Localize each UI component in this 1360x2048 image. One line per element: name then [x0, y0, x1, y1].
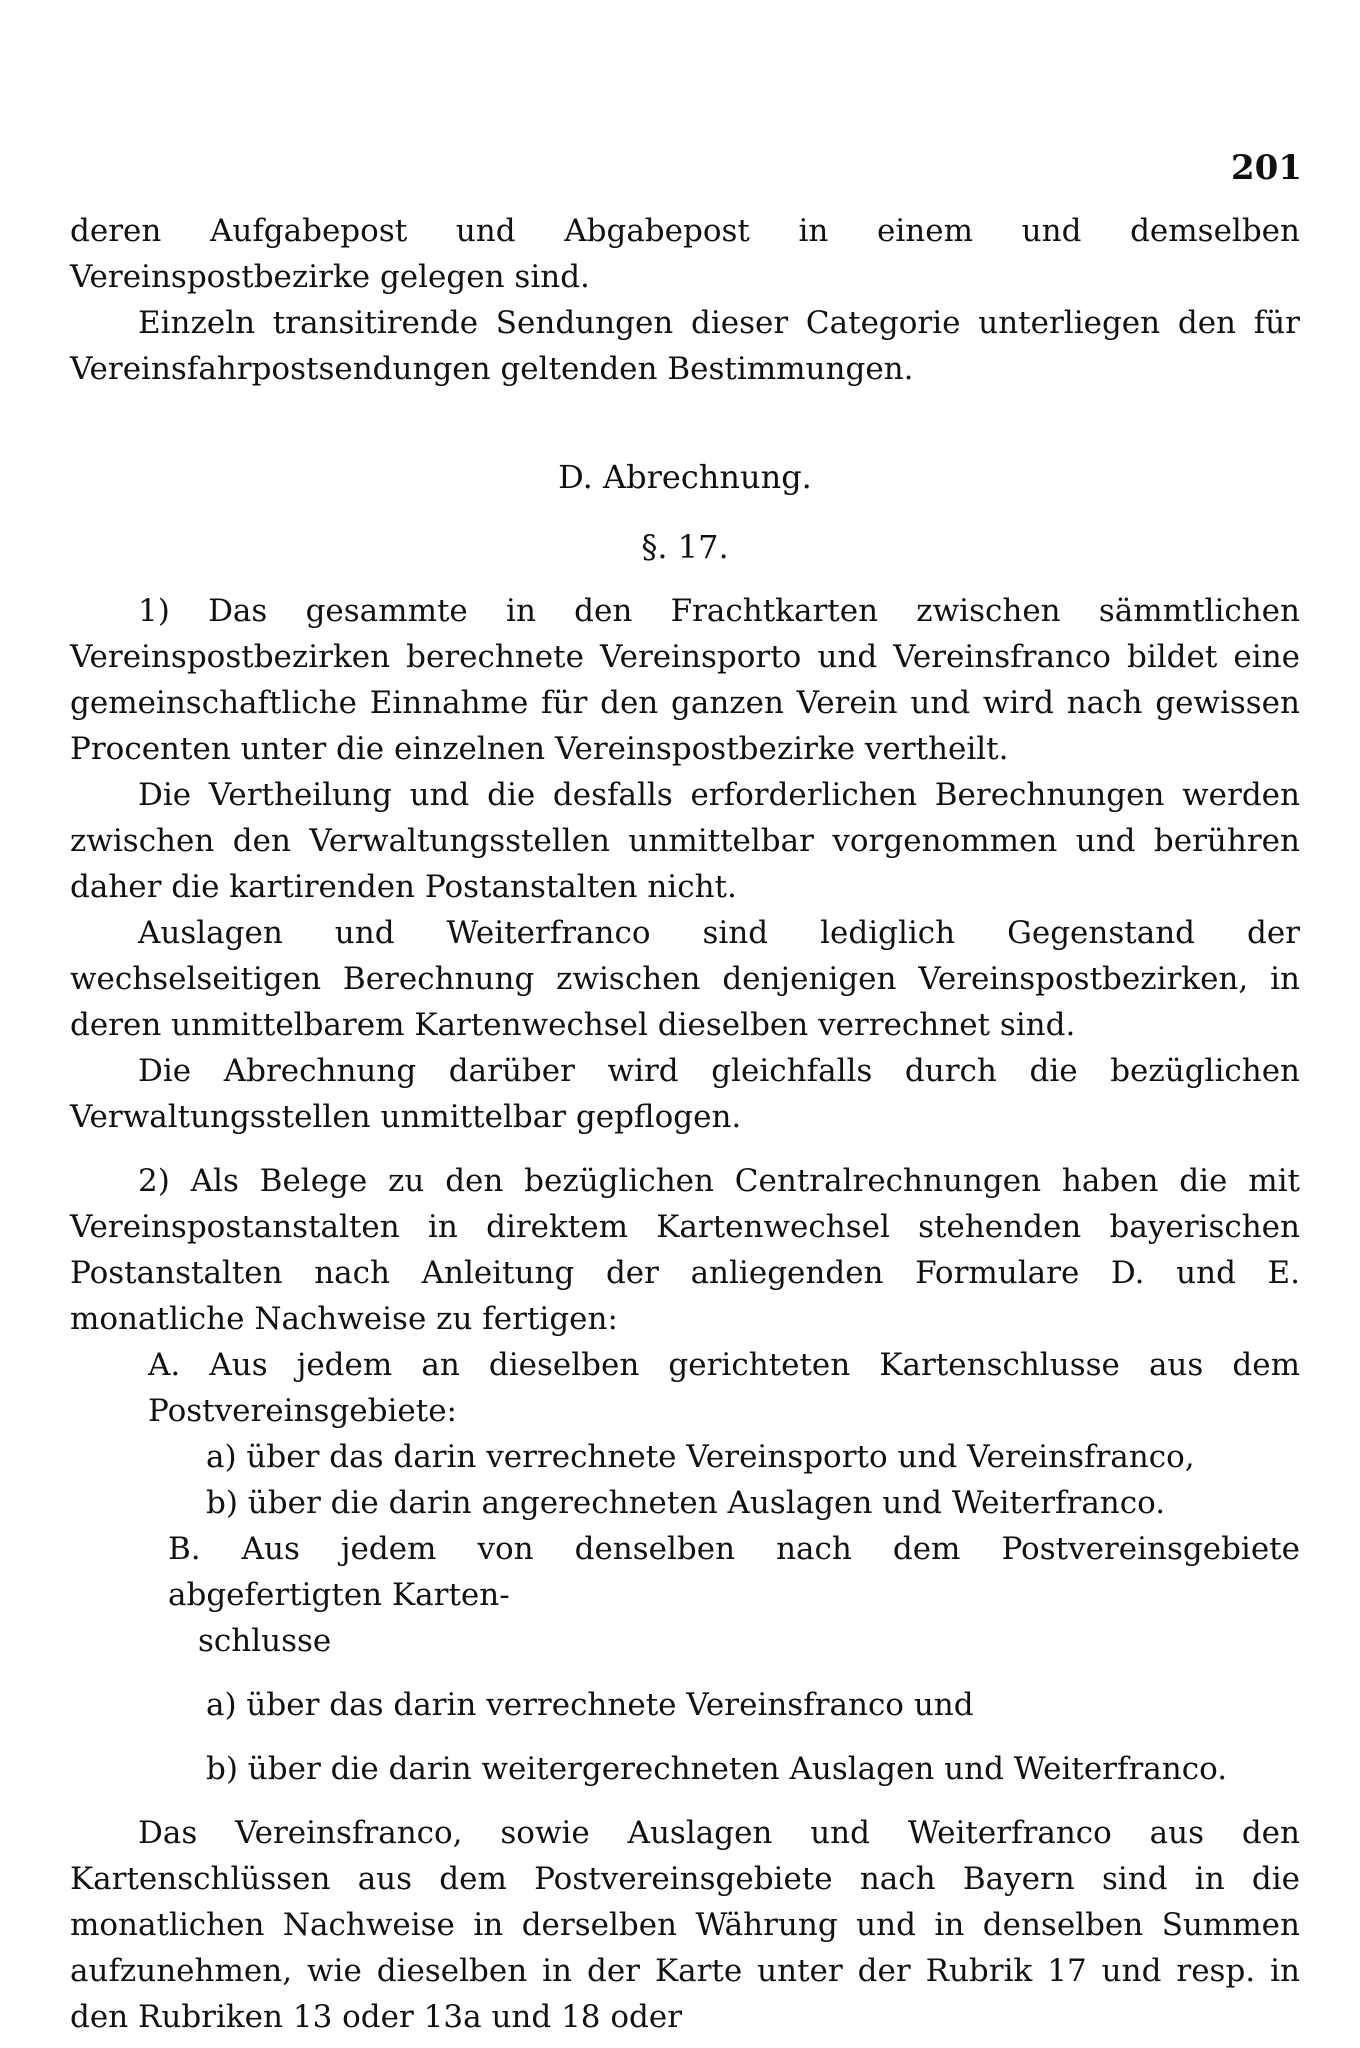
paragraph-mark: §. 17. [641, 528, 729, 566]
section-heading: D. Abrechnung. [558, 458, 812, 496]
body-text [70, 208, 1300, 2040]
list-item-B-a: a) über das darin verrechnete Vereinsfranco und [206, 1687, 974, 1723]
paragraph-5: 2) Als Belege zu den bezüglichen Centralrechnungen haben die mit Vereinspostanstalten in direktem Kartenwechsel stehenden bayerischen Postanstalten nach Anleitung der anliegenden Formulare D. und E. monatliche Nachweise zu fertigen: [70, 1163, 1300, 1337]
list-item-B-b: b) über die darin weitergerechneten Auslagen und Weiterfranco. [206, 1751, 1228, 1787]
intro-paragraph: deren Aufgabepost und Abgabepost in einem und demselben Vereinspostbezirke gelegen sind. [70, 213, 1300, 295]
list-item-B: B. Aus jedem von denselben nach dem Postvereinsgebiete abgefertigten Karten- [168, 1531, 1300, 1613]
list-item-A-a: a) über das darin verrechnete Vereinsporto und Vereinsfranco, [206, 1439, 1195, 1475]
paragraph-1: 1) Das gesammte in den Frachtkarten zwischen sämmtlichen Vereinspostbezirken berechnete Vereinsporto und Vereinsfranco bildet eine gemeinschaftliche Einnahme für den ganzen Verein und wird nach gewissen Procenten unter die einzelnen Vereinspostbezirke vertheilt. [70, 593, 1300, 767]
paragraph-2: Die Vertheilung und die desfalls erforderlichen Berechnungen werden zwischen den Verwaltungsstellen unmittelbar vorgenommen und berühren daher die kartirenden Postanstalten nicht. [70, 777, 1300, 905]
list-item-B-continued: schlusse [198, 1623, 332, 1659]
intro-paragraph-2: Einzeln transitirende Sendungen dieser Categorie unterliegen den für Vereinsfahrpostsendungen geltenden Bestimmungen. [70, 305, 1300, 387]
paragraph-6: Das Vereinsfranco, sowie Auslagen und Weiterfranco aus den Kartenschlüssen aus dem Postvereinsgebiete nach Bayern sind in die monatlichen Nachweise in derselben Währung und in denselben Summen aufzunehmen, wie dieselben in der Karte unter der Rubrik 17 und resp. in den Rubriken 13 oder 13a und 18 oder [70, 1815, 1300, 2035]
paragraph-4: Die Abrechnung darüber wird gleichfalls durch die bezüglichen Verwaltungsstellen unmittelbar gepflogen. [70, 1053, 1300, 1135]
page-number: 201 [1231, 148, 1302, 188]
list-item-A-b: b) über die darin angerechneten Auslagen und Weiterfranco. [206, 1485, 1166, 1521]
list-item-A: A. Aus jedem an dieselben gerichteten Kartenschlusse aus dem Postvereinsgebiete: [148, 1347, 1300, 1429]
paragraph-3: Auslagen und Weiterfranco sind lediglich Gegenstand der wechselseitigen Berechnung zwischen denjenigen Vereinspostbezirken, in deren unmittelbarem Kartenwechsel dieselben verrechnet sind. [70, 915, 1300, 1043]
